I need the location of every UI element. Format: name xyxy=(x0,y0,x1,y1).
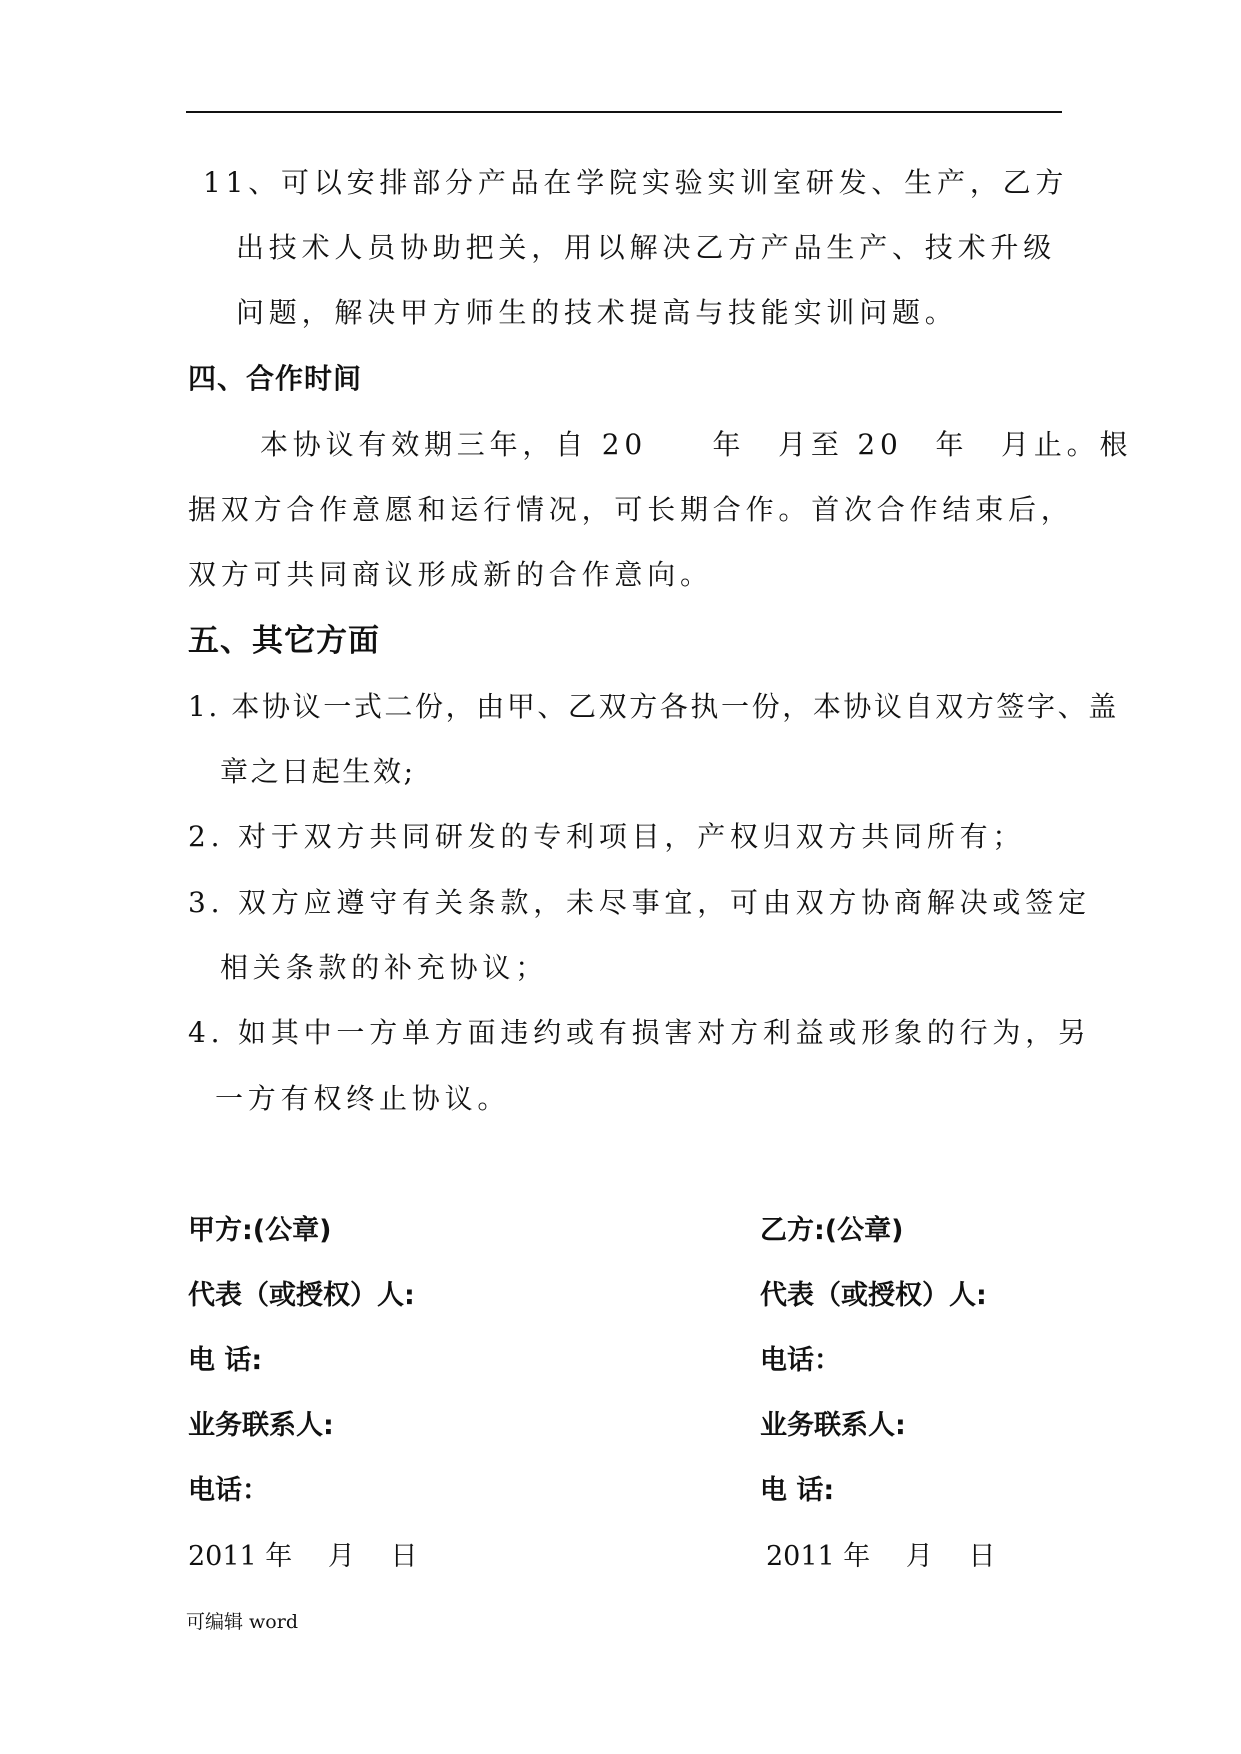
section-4-line-2: 据双方合作意愿和运行情况，可长期合作。首次合作结束后， xyxy=(188,493,1074,526)
party-b-representative: 代表（或授权）人: xyxy=(760,1280,987,1311)
section-4-heading: 四、合作时间 xyxy=(188,362,363,395)
item-11-line-2: 出技术人员协助把关，用以解决乙方产品生产、技术升级 xyxy=(236,231,1057,264)
section-5-item-3-line-2: 相关条款的补充协议； xyxy=(220,951,549,984)
item-11-line-3: 问题，解决甲方师生的技术提高与技能实训问题。 xyxy=(236,296,958,329)
section-5-item-4-line-2: 一方有权终止协议。 xyxy=(215,1082,511,1115)
section-4-line-3: 双方可共同商议形成新的合作意向。 xyxy=(188,558,713,591)
party-b-contact: 业务联系人: xyxy=(760,1410,906,1441)
section-5-item-2-line-1: 2. 对于双方共同研发的专利项目，产权归双方共同所有； xyxy=(188,820,1026,853)
section-5-item-1-line-1: 1. 本协议一式二份，由甲、乙双方各执一份，本协议自双方签字、盖 xyxy=(188,690,1119,723)
footer-note: 可编辑 word xyxy=(186,1611,298,1633)
party-a-seal: 甲方:(公章) xyxy=(188,1215,332,1246)
party-a-phone: 电 话: xyxy=(188,1345,263,1376)
party-a-date: 2011 年 月 日 xyxy=(188,1541,418,1572)
section-4-line-1: 本协议有效期三年，自 20 年 月至 20 年 月止。根 xyxy=(260,428,1133,461)
party-a-representative: 代表（或授权）人: xyxy=(188,1280,415,1311)
section-5-heading: 五、其它方面 xyxy=(188,623,380,659)
item-11-line-1: 11、可以安排部分产品在学院实验实训室研发、生产，乙方 xyxy=(203,166,1069,199)
section-5-item-4-line-1: 4. 如其中一方单方面违约或有损害对方利益或形象的行为，另 xyxy=(188,1016,1091,1049)
section-5-item-3-line-1: 3. 双方应遵守有关条款，未尽事宜，可由双方协商解决或签定 xyxy=(188,886,1091,919)
party-a-contact: 业务联系人: xyxy=(188,1410,334,1441)
header-rule xyxy=(186,111,1062,113)
party-b-seal: 乙方:(公章) xyxy=(760,1215,904,1246)
party-a-phone-2: 电话： xyxy=(188,1475,269,1506)
section-5-item-1-line-2: 章之日起生效; xyxy=(220,755,416,788)
party-b-date: 2011 年 月 日 xyxy=(766,1541,996,1572)
party-b-phone: 电话： xyxy=(760,1345,841,1376)
party-b-phone-2: 电 话: xyxy=(760,1475,835,1506)
